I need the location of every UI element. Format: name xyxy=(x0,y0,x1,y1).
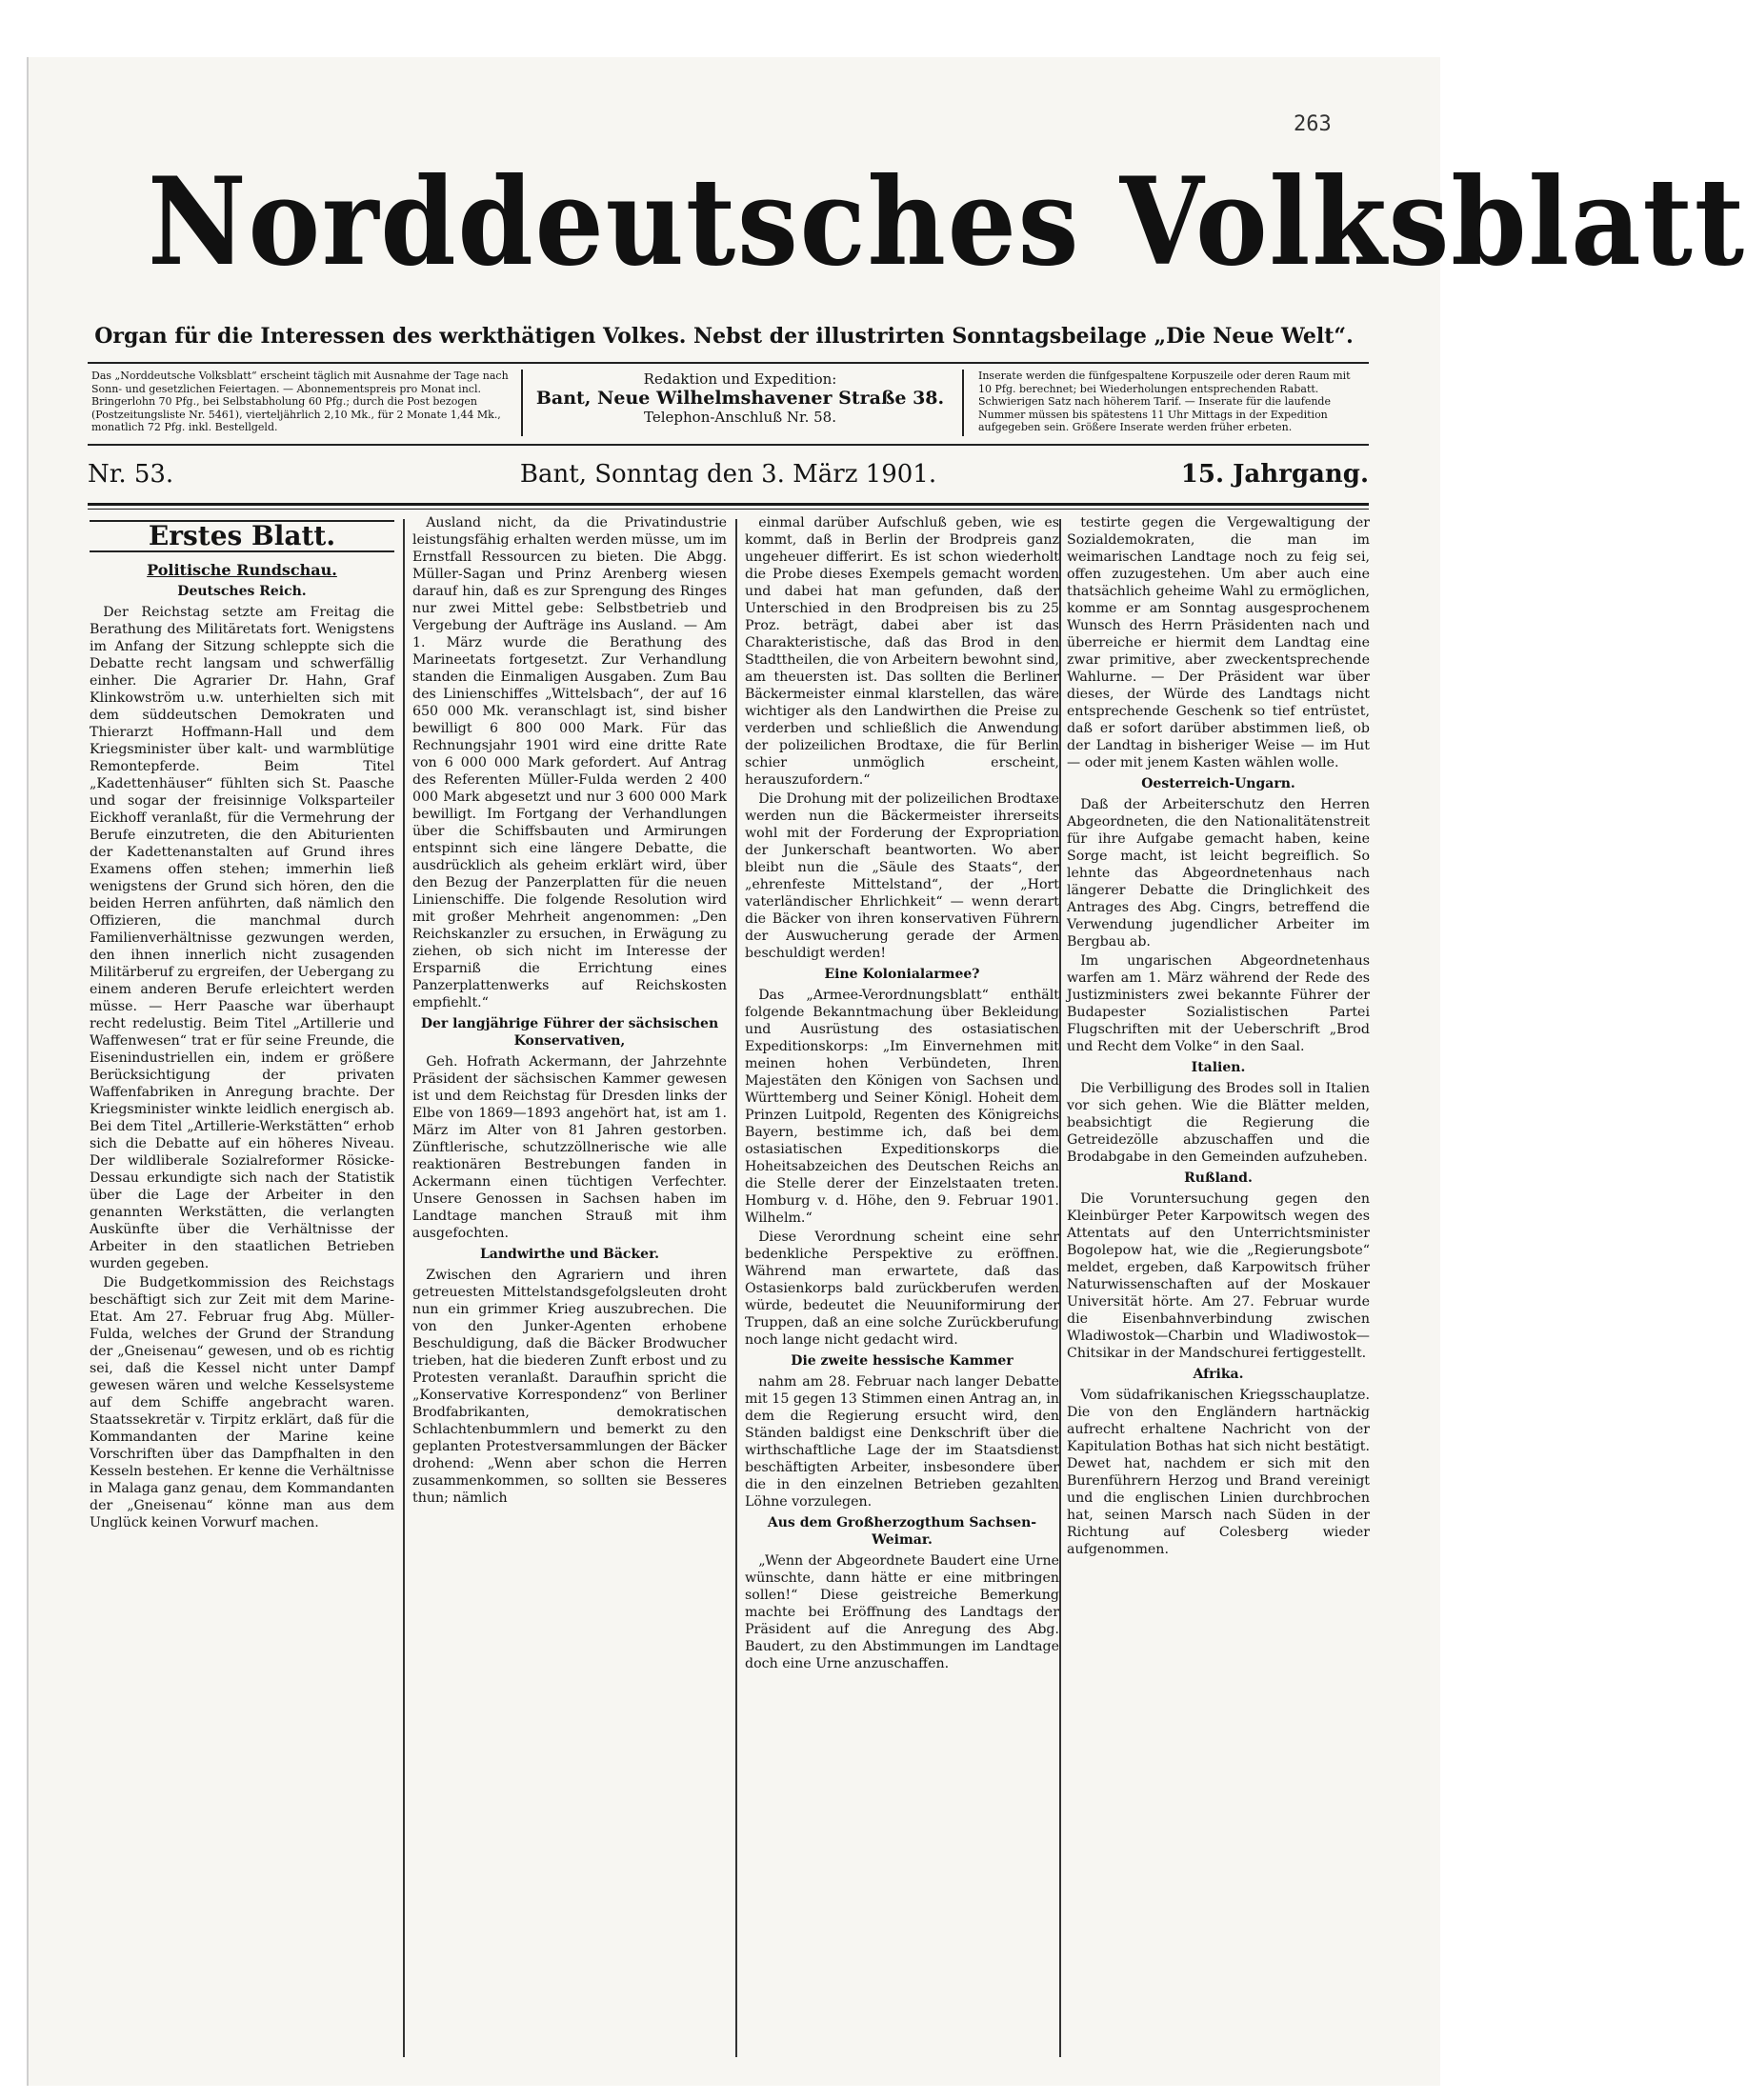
column-divider xyxy=(735,519,737,2057)
article-heading: Italien. xyxy=(1191,1060,1246,1075)
article-heading: Oesterreich-Ungarn. xyxy=(1141,776,1295,791)
issue-date: Bant, Sonntag den 3. März 1901. xyxy=(519,460,937,489)
subscription-info: Das „Norddeutsche Volksblatt“ erscheint täglich mit Ausnahme der Tage nach Sonn- und gesetzlichen Feiertagen. — Abonnementspreis pro Monat incl. Bringerlohn 70 Pfg., bei Selbstabholung 60 Pfg.; durch die Post bezogen (Postzeitungsliste Nr. 5461), vierteljährlich 2,10 Mk., für 2 Monate 1,44 Mk., monatlich 72 Pfg. inkl. Bestellgeld. xyxy=(91,370,509,433)
article-paragraph: Das „Armee-Verordnungsblatt“ enthält folgende Bekanntmachung über Bekleidung und Ausrüstung des ostasiatischen Expeditionskorps: „Im Einvernehmen mit meinen hohen Verbündeten, Ihren Majestäten den Königen von Sachsen und Württemberg und Seiner Königl. Hoheit dem Prinzen Luitpold, Regenten des Königreichs Bayern, bestimme ich, daß bei dem ostasiatischen Expeditionskorps die Hoheitsabzeichen des Deutschen Reichs an die Stelle derer der Einzelstaaten treten. Homburg v. d. Höhe, den 9. Februar 1901. Wilhelm.“ xyxy=(745,988,1059,1226)
article-paragraph: Im ungarischen Abgeordnetenhaus warfen am 1. März während der Rede des Justizministers zwei bekannte Führer der Budapester Sozialistischen Partei Flugschriften mit der Ueberschrift „Brod und Recht dem Volke“ in den Saal. xyxy=(1067,953,1370,1054)
advertising-info: Inserate werden die fünfgespaltene Korpuszeile oder deren Raum mit 10 Pfg. berechnet; bei Wiederholungen entsprechenden Rabatt. Schwierigen Satz nach höherem Tarif. — Inserate für die laufende Nummer müssen bis spätestens 11 Uhr Mittags in der Expedition aufgegeben sein. Größere Inserate werden früher erbeten. xyxy=(978,370,1351,433)
column-3 xyxy=(745,514,1059,2057)
article-paragraph: Diese Verordnung scheint eine sehr bedenkliche Perspektive zu eröffnen. Während man erwartete, daß das Ostasienkorps bald zurückberufen werden würde, bedeutet die Neuuniformirung der Truppen, daß an eine solche Zurückberufung noch lange nicht gedacht wird. xyxy=(745,1230,1059,1348)
article-paragraph: Die Drohung mit der polizeilichen Brodtaxe werden nun die Bäckermeister ihrerseits wohl mit der Forderung der Expropriation der Junkerschaft beantworten. Wo aber bleibt nun die „Säule des Staats“, der „ehrenfeste Mittelstand“, der „Hort vaterländischer Ehrlichkeit“ — wenn derart die Bäcker von ihren konservativen Führern der Auswucherung gerade der Armen beschuldigt werden! xyxy=(745,791,1059,961)
article-heading: Eine Kolonialarmee? xyxy=(824,967,980,982)
article-paragraph: Ausland nicht, da die Privatindustrie leistungsfähig erhalten werden müsse, um im Ernstfall Ressourcen zu bieten. Die Abgg. Müller-Sagan und Prinz Arenberg wiesen darauf hin, daß es zur Sprengung des Ringes nur zwei Mittel gebe: Selbstbetrieb und Vergebung der Aufträge ins Ausland. — Am 1. März wurde die Berathung des Marineetats fortgesetzt. Zur Verhandlung standen die Einmaligen Ausgaben. Zum Bau des Linienschiffes „Wittelsbach“, der auf 16 650 000 Mk. veranschlagt ist, sind bisher bewilligt 6 800 000 Mark. Für das Rechnungsjahr 1901 wird eine dritte Rate von 6 000 000 Mark gefordert. Auf Antrag des Referenten Müller-Fulda werden 2 400 000 Mark abgesetzt und nur 3 600 000 Mark bewilligt. Im Fortgang der Verhandlungen über die Schiffsbauten und Armirungen entspinnt sich eine längere Debatte, die ausdrücklich als geheim erklärt wird, über den Bezug der Panzerplatten für die neuen Linienschiffe. Die folgende Resolution wird mit großer Mehrheit angenommen: „Den Reichskanzler zu ersuchen, in Erwägung zu ziehen, ob sich nicht im Interesse der Ersparniß die Errichtung eines Panzerplattenwerks auf Reichskosten empfiehlt.“ xyxy=(412,515,727,1010)
info-divider xyxy=(962,370,964,436)
dateline-rule-thin xyxy=(88,509,1369,510)
article-heading: Rußland. xyxy=(1184,1170,1253,1186)
editorial-office-info xyxy=(535,370,945,438)
article-heading: Die zweite hessische Kammer xyxy=(791,1353,1013,1369)
article-paragraph: Vom südafrikanischen Kriegsschauplatze. Die von den Engländern hartnäckig aufrecht erhaltene Nachricht von der Kapitulation Bothas hat sich nicht bestätigt. Dewet hat, nachdem er sich mit den Burenführern Herzog und Brand vereinigt und die englischen Linien durchbrochen hat, seinen Marsch nach Süden in der Richtung auf Colesberg wieder aufgenommen. xyxy=(1067,1388,1370,1557)
article-heading: Der langjährige Führer der sächsischen Konservativen, xyxy=(420,1016,719,1049)
article-paragraph: einmal darüber Aufschluß geben, wie es kommt, daß in Berlin der Brodpreis ganz ungeheuer differirt. Es ist schon wiederholt die Probe dieses Exempels gemacht worden und dabei hat man gefunden, daß der Unterschied in den Brodpreisen bis zu 25 Proz. beträgt, dabei aber ist das Charakteristische, daß das Brod in den Stadttheilen, die von Arbeitern bewohnt sind, am theuersten ist. Das sollten die Berliner Bäckermeister einmal klarstellen, das wäre wichtiger als den Landwirthen die Preise zu verderben und schließlich die Anwendung der polizeilichen Brodtaxe, die für Berlin schier unmöglich erscheint, herauszufordern.“ xyxy=(745,515,1059,788)
article-paragraph: Die Voruntersuchung gegen den Kleinbürger Peter Karpowitsch wegen des Attentats auf den Unterrichtsminister Bogolepow hat, wie die „Regierungsbote“ meldet, ergeben, daß Karpowitsch früher Naturwissenschaften auf der Moskauer Universität hörte. Am 27. Februar wurde die Eisenbahnverbindung zwischen Wladiwostok—Charbin und Wladiwostok—Chitsikar in der Mandschurei fertiggestellt. xyxy=(1067,1191,1370,1361)
article-paragraph: Der Reichstag setzte am Freitag die Berathung des Militäretats fort. Wenigstens im Anfang der Sitzung schleppte sich die Debatte recht langsam und schwerfällig einher. Die Agrarier Dr. Hahn, Graf Klinkowström u.w. unterhielten sich mit dem süddeutschen Demokraten und Thierarzt Hoffmann-Hall und dem Kriegsminister über kalt- und warmblütige Remontepferde. Beim Titel „Kadettenhäuser“ fühlten sich St. Paasche und sogar der freisinnige Volksparteiler Eickhoff veranlaßt, für die Vermehrung der Berufe einzutreten, die den Abiturienten der Kadettenanstalten auf Grund ihres Examens offen stehen; immerhin ließ wenigstens der Grund sich hören, den die beiden Herren anführten, daß nämlich den Offizieren, die manchmal durch Familienverhältnisse gezwungen werden, den ihnen innerlich nicht zusagenden Militärberuf zu ergreifen, der Uebergang zu einem anderen Berufe erleichtert werden müsse. — Herr Paasche war überhaupt recht redelustig. Beim Titel „Artillerie und Waffenwesen“ trat er für seine Freunde, die Eisenindustriellen ein, indem er größere Berücksichtigung der privaten Waffenfabriken in Anregung brachte. Der Kriegsminister winkte leidlich energisch ab. Bei dem Titel „Artillerie-Werkstätten“ erhob sich die Debatte auf ein höheres Niveau. Der wildliberale Sozialreformer Rösicke-Dessau erkundigte sich nach der Statistik über die Lage der Arbeiter in den genannten Werkstätten, die verlangten Auskünfte über die Verhältnisse der Arbeiter in den staatlichen Betrieben wurden gegeben. xyxy=(90,605,394,1271)
issue-number: Nr. 53. xyxy=(88,460,174,489)
page-number-mark: 263 xyxy=(1294,112,1332,136)
column-divider xyxy=(1059,519,1061,2057)
editorial-office-address: Bant, Neue Wilhelmshavener Straße 38. xyxy=(535,388,945,409)
section-heading: Politische Rundschau. xyxy=(147,561,337,579)
dateline-rule xyxy=(88,503,1369,506)
article-paragraph: Zwischen den Agrariern und ihren getreuesten Mittelstandsgefolgsleuten droht nun ein grimmer Krieg auszubrechen. Die von den Junker-Agenten erhobene Beschuldigung, daß die Bäcker Brodwucher trieben, hat die biederen Zunft erbost und zu Protesten veranlaßt. Daraufhin spricht die „Konservative Korrespondenz“ von Berliner Brodfabrikanten, demokratischen Schlachtenbummlern und bemerkt zu den geplanten Protestversammlungen der Bäcker drohend: „Wenn aber schon die Herren zusammenkommen, so sollten sie Besseres thun; nämlich xyxy=(412,1268,727,1506)
info-divider xyxy=(521,370,523,436)
column-2 xyxy=(412,514,727,2057)
article-paragraph: Die Budgetkommission des Reichstags beschäftigt sich zur Zeit mit dem Marine-Etat. Am 27. Februar frug Abg. Müller-Fulda, welches der Grund der Strandung der „Gneisenau“ gewesen, und ob es richtig sei, daß die Kessel nicht unter Dampf gewesen wären und welche Kesselsysteme auf dem Schiffe angebracht waren. Staatssekretär v. Tirpitz erklärt, daß für die Kommandanten der Marine keine Vorschriften über das Dampfhalten in den Kesseln bestehen. Er kenne die Verhältnisse in Malaga ganz genau, dem Kommandanten der „Gneisenau“ könne man aus dem Unglück keinen Vorwurf machen. xyxy=(90,1275,394,1530)
subsection-heading: Deutsches Reich. xyxy=(177,584,307,599)
article-paragraph: testirte gegen die Vergewaltigung der Sozialdemokraten, die man im weimarischen Landtage noch zu feig sei, offen zuzugestehen. Um aber auch eine thatsächlich geheime Wahl zu ermöglichen, komme er am Sonntag ausgesprochenem Wunsch des Herrn Präsidenten nach und überreiche er hiermit dem Landtag eine zwar primitive, aber zweckentsprechende Wahlurne. — Der Präsident war über dieses, der Würde des Landtags nicht entsprechende Geschenk so tief entrüstet, daß er sofort darüber abstimmen ließ, ob der Landtag in bisheriger Weise — im Hut — oder mit jenem Kasten wählen wolle. xyxy=(1067,515,1370,770)
article-paragraph: Daß der Arbeiterschutz den Herren Abgeordneten, die den Nationalitätenstreit für ihre Aufgabe gemacht haben, keine Sorge macht, ist leicht begreiflich. So lehnte das Abgeordnetenhaus nach längerer Debatte die Dringlichkeit des Antrages des Abg. Cingrs, betreffend die Verwendung jugendlicher Arbeiter im Bergbau ab. xyxy=(1067,797,1370,950)
volume-year: 15. Jahrgang. xyxy=(1180,460,1369,489)
article-heading: Landwirthe und Bäcker. xyxy=(479,1247,660,1262)
article-paragraph: Die Verbilligung des Brodes soll in Italien vor sich gehen. Wie die Blätter melden, beabsichtigt die Regierung die Getreidezölle abzuschaffen und die Brodabgabe in den Gemeinden aufzuheben. xyxy=(1067,1081,1370,1165)
editorial-office-heading: Redaktion und Expedition: xyxy=(643,370,837,388)
first-sheet-heading: Erstes Blatt. xyxy=(90,520,394,552)
telephone-info: Telephon-Anschluß Nr. 58. xyxy=(644,409,836,426)
article-heading: Aus dem Großherzogthum Sachsen-Weimar. xyxy=(767,1515,1037,1548)
masthead-subtitle: Organ für die Interessen des werkthätigen Volkes. Nebst der illustrirten Sonntagsbeilage „Die Neue Welt“. xyxy=(94,324,1354,349)
article-paragraph: Geh. Hofrath Ackermann, der Jahrzehnte Präsident der sächsischen Kammer gewesen ist und dem Reichstag für Dresden links der Elbe von 1869—1893 angehört hat, ist am 1. März im Alter von 81 Jahren gestorben. Zünftlerische, schutzzöllnerische wie alle reaktionären Bestrebungen fanden in Ackermann einen tüchtigen Verfechter. Unsere Genossen in Sachsen haben im Landtage manchen Strauß mit ihm ausgefochten. xyxy=(412,1054,727,1241)
masthead-title: Norddeutsches Volksblatt xyxy=(148,151,1746,292)
column-1 xyxy=(90,514,394,2057)
column-divider xyxy=(403,519,405,2057)
article-paragraph: nahm am 28. Februar nach langer Debatte mit 15 gegen 13 Stimmen einen Antrag an, in dem die Regierung ersucht wird, den Ständen baldigst eine Denkschrift über die wirthschaftliche Lage der im Staatsdienst beschäftigten Arbeiter, insbesondere über die in den einzelnen Betrieben gezahlten Löhne vorzulegen. xyxy=(745,1374,1059,1510)
dateline xyxy=(88,454,1369,502)
column-4 xyxy=(1067,514,1370,2057)
article-heading: Afrika. xyxy=(1193,1367,1244,1382)
info-bar xyxy=(88,362,1369,446)
article-paragraph: „Wenn der Abgeordnete Baudert eine Urne wünschte, dann hätte er eine mitbringen sollen!“ Diese geistreiche Bemerkung machte bei Eröffnung des Landtags der Präsident auf die Anregung des Abg. Baudert, zu den Abstimmungen im Landtage doch eine Urne anzuschaffen. xyxy=(745,1553,1059,1671)
